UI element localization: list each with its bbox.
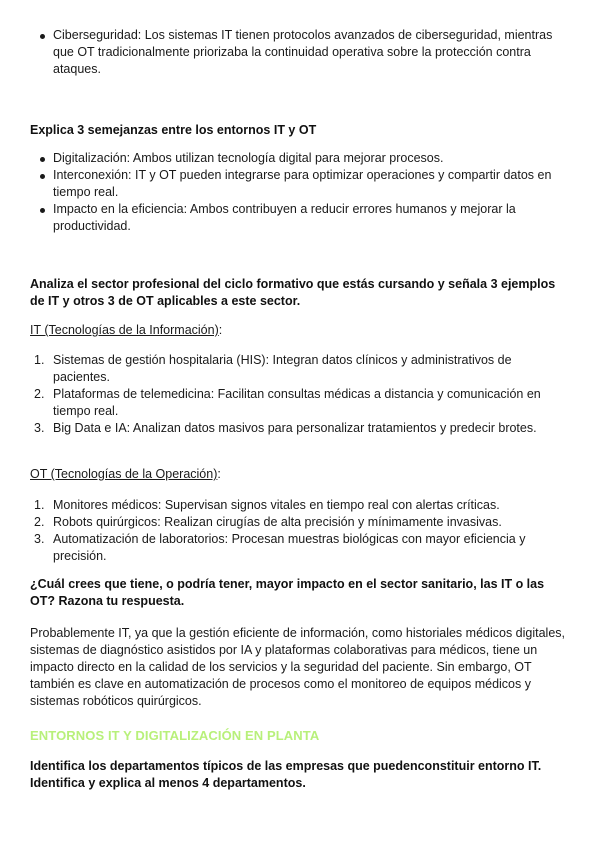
list-item: Interconexión: IT y OT pueden integrarse para optimizar operaciones y compartir datos en tiempo real. (30, 167, 570, 201)
section-title: ENTORNOS IT Y DIGITALIZACIÓN EN PLANTA (30, 728, 320, 743)
semejanzas-list (30, 150, 570, 235)
list-item: Impacto en la eficiencia: Ambos contribuyen a reducir errores humanos y mejorar la productividad. (30, 201, 570, 235)
list-item: 3. Big Data e IA: Analizan datos masivos para personalizar tratamientos y predecir brotes. (34, 421, 537, 435)
bullets-top (30, 27, 570, 78)
analiza-heading: Analiza el sector profesional del ciclo formativo que estás cursando y señala 3 ejemplos de IT y otros 3 de OT aplicables a este sector. (30, 277, 556, 308)
ot-subheading (30, 466, 570, 483)
list-item: Digitalización: Ambos utilizan tecnología digital para mejorar procesos. (30, 150, 570, 167)
ot-suffix: : (217, 467, 221, 481)
ot-label: OT (Tecnologías de la Operación) (30, 467, 218, 481)
list-item: 1. Sistemas de gestión hospitalaria (HIS): Integran datos clínicos y administrativos de pacientes. (34, 353, 512, 384)
it-label: IT (Tecnologías de la Información) (30, 323, 219, 337)
list-item: Ciberseguridad: Los sistemas IT tienen protocolos avanzados de ciberseguridad, mientras que OT tradicionalmente priorizaba la continuidad operativa sobre la protección contra ataques. (30, 27, 570, 78)
it-list (30, 352, 570, 437)
it-subheading (30, 322, 570, 339)
list-item: 3. Automatización de laboratorios: Procesan muestras biológicas con mayor eficiencia y precisión. (34, 532, 526, 563)
list-item: 2. Plataformas de telemedicina: Facilitan consultas médicas a distancia y comunicación en tiempo real. (34, 387, 541, 418)
list-item: 2. Robots quirúrgicos: Realizan cirugías de alta precisión y mínimamente invasivas. (34, 515, 502, 529)
departamentos-heading: Identifica los departamentos típicos de las empresas que puedenconstituir entorno IT. Identifica y explica al menos 4 departamentos. (30, 759, 542, 790)
semejanzas-heading: Explica 3 semejanzas entre los entornos IT y OT (30, 123, 317, 137)
impacto-heading: ¿Cuál crees que tiene, o podría tener, mayor impacto en el sector sanitario, las IT o las OT? Razona tu respuesta. (30, 577, 545, 608)
impacto-body: Probablemente IT, ya que la gestión eficiente de información, como historiales médicos digitales, sistemas de diagnóstico asistidos por IA y plataformas colaborativas para médicos, tiene un impacto directo en la calidad de los servicios y la seguridad del paciente. Sin embargo, OT también es clave en automatización de procesos como el monitoreo de equipos médicos y sistemas robóticos quirúrgicos. (30, 626, 566, 708)
it-suffix: : (218, 323, 223, 337)
list-item: 1. Monitores médicos: Supervisan signos vitales en tiempo real con alertas críticas. (34, 498, 500, 512)
ot-list (30, 497, 570, 565)
